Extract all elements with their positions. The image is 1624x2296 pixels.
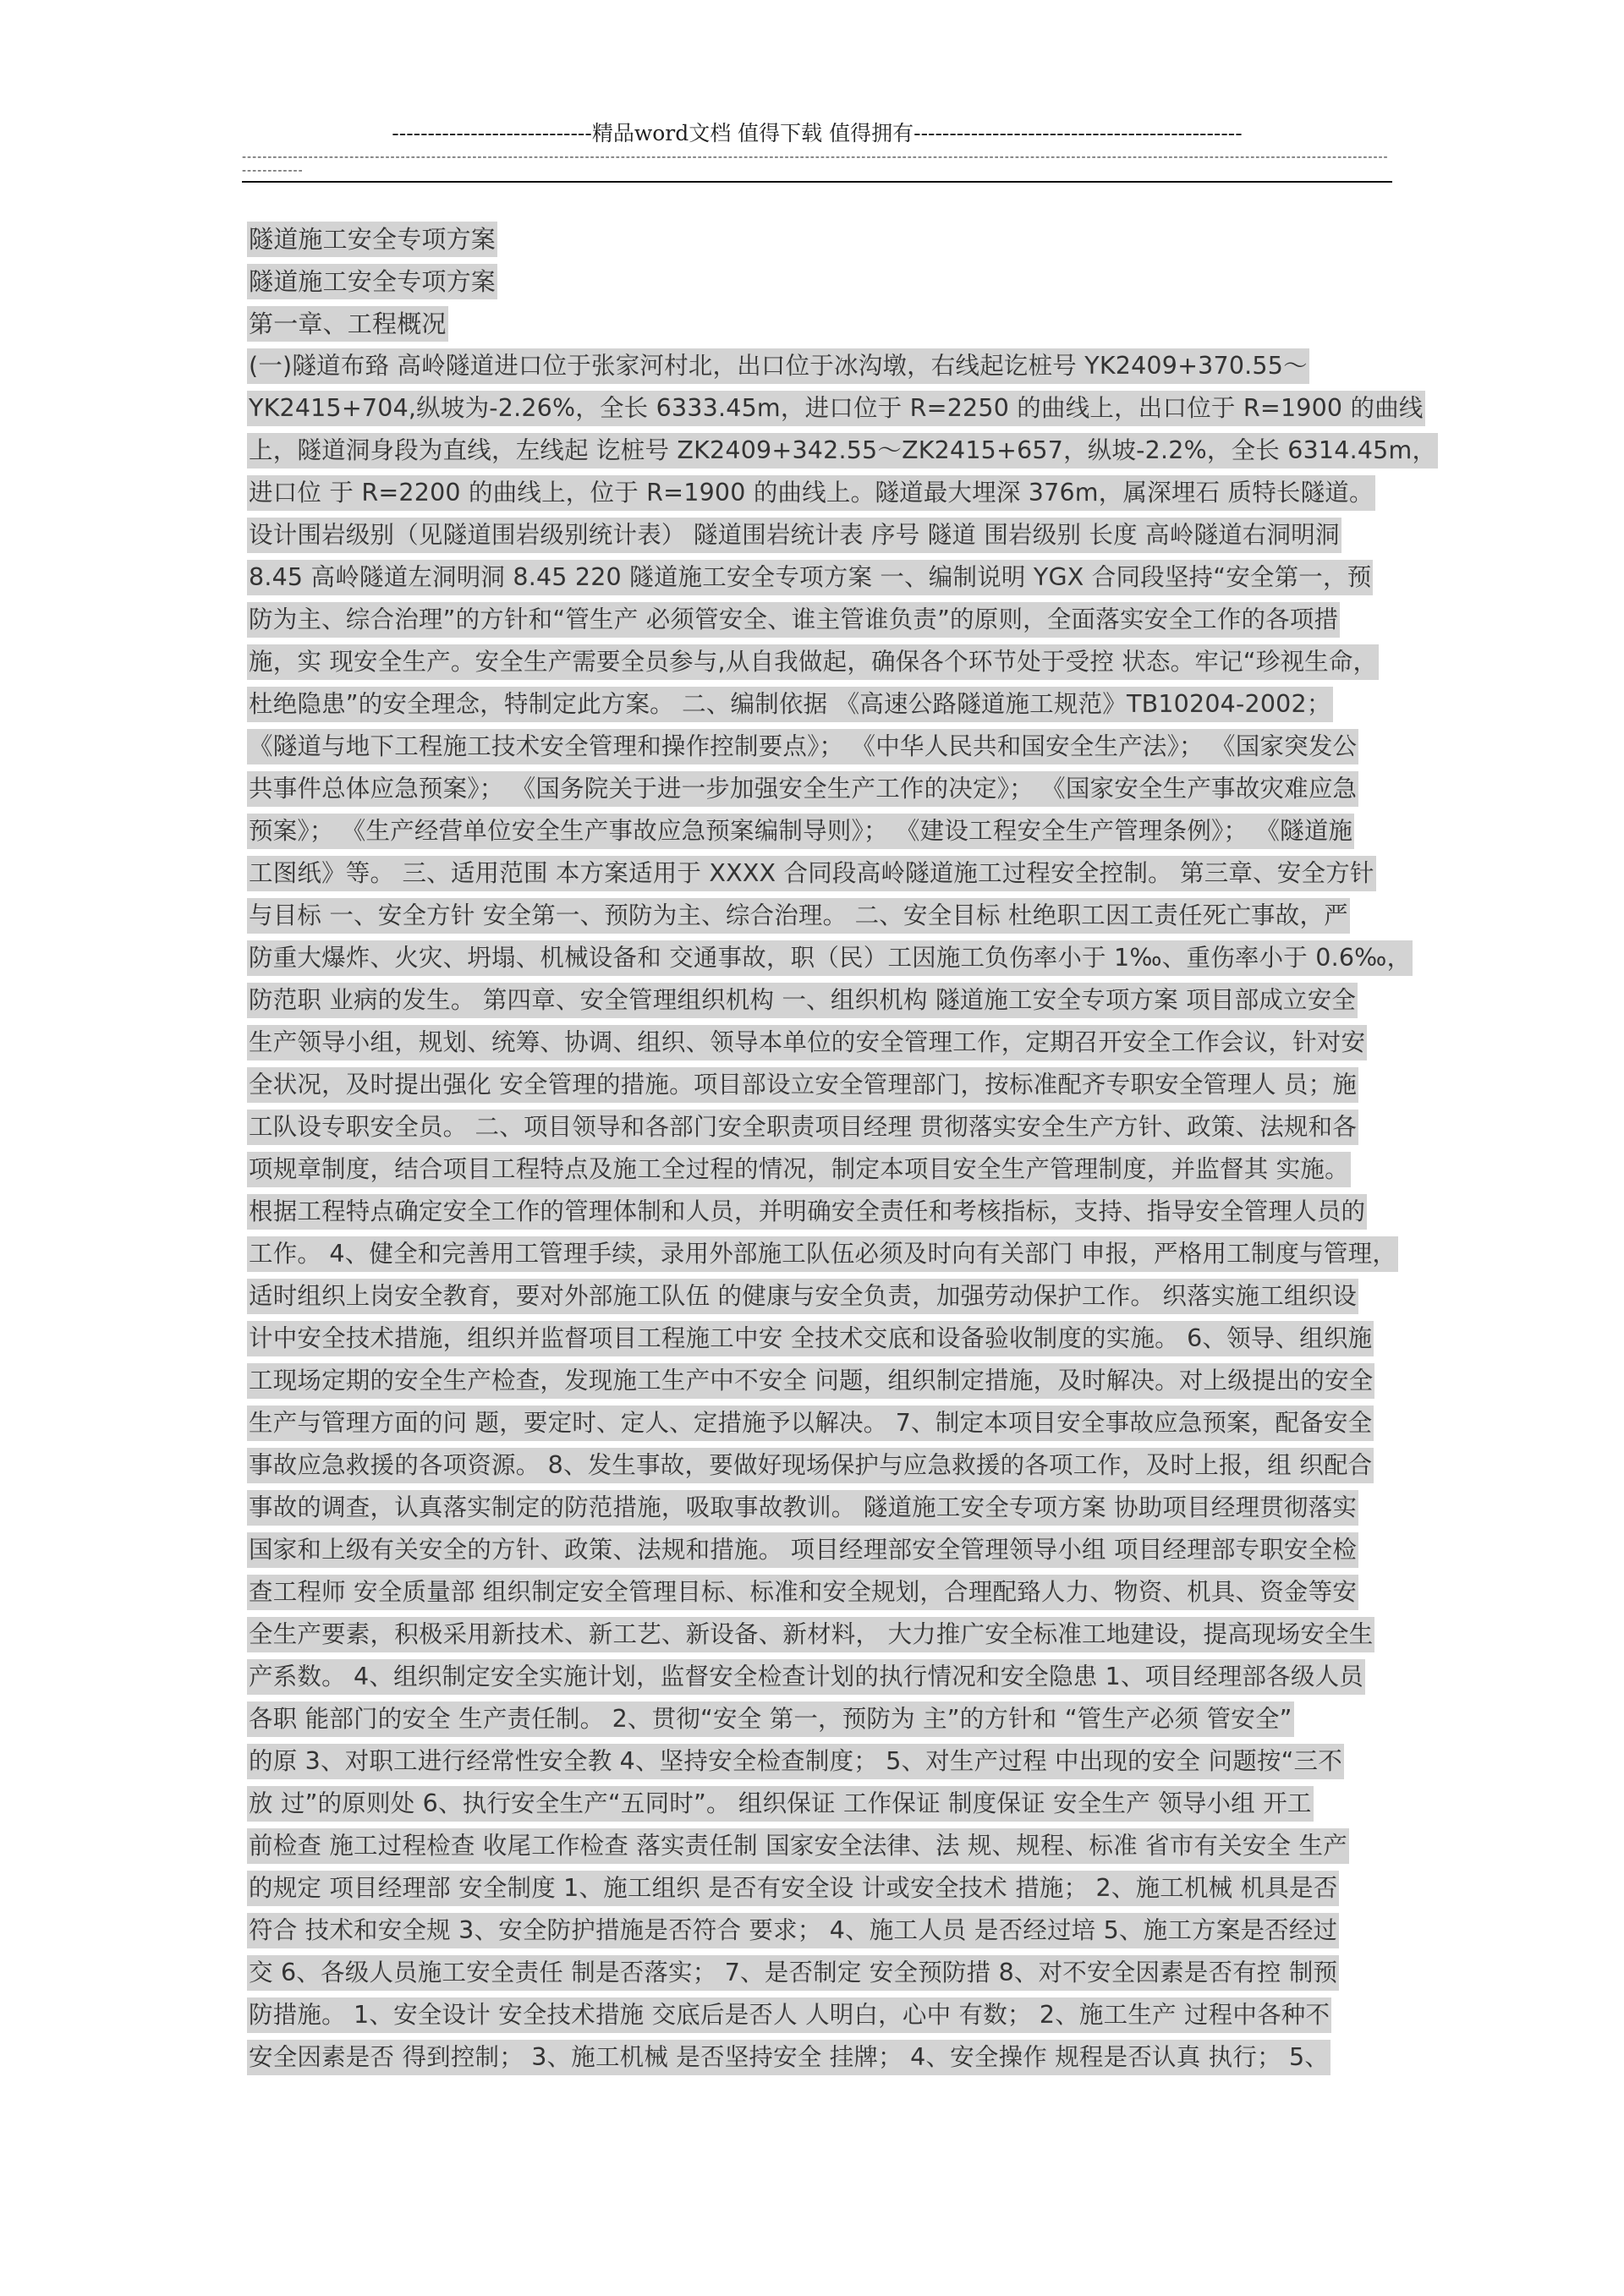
- text-line: [247, 348, 1407, 391]
- subtitle-text: 隧道施工安全专项方案: [247, 264, 497, 299]
- text-line: [247, 1490, 1407, 1532]
- document-title: [247, 222, 1407, 264]
- text-line: [247, 433, 1437, 475]
- text-line: [247, 560, 1407, 602]
- text-line-content: 施，实 现安全生产。安全生产需要全员参与,从自我做起，确保各个环节处于受控 状态。牢记“珍视生命，: [247, 644, 1379, 680]
- text-line-content: 各职 能部门的安全 生产责任制。 2、贯彻“安全 第一，预防为 主”的方针和 “管生产必须 管安全”: [247, 1701, 1294, 1737]
- header-rule: [242, 181, 1392, 183]
- page-header: [242, 117, 1392, 184]
- text-line-content: 全生产要素，积极采用新技术、新工艺、新设备、新材料， 大力推广安全标准工地建设，提高现场安全生: [247, 1617, 1374, 1652]
- text-line: [247, 1828, 1407, 1871]
- text-line-content: 《隧道与地下工程施工技术安全管理和操作控制要点》； 《中华人民共和国安全生产法》； 《国家突发公: [247, 729, 1358, 764]
- document-subtitle: [247, 264, 1407, 306]
- text-line-content: 适时组织上岗安全教育，要对外部施工队伍 的健康与安全负责，加强劳动保护工作。 织落实施工组织设: [247, 1279, 1358, 1314]
- text-line: [247, 1744, 1407, 1786]
- text-line-content: 防措施。 1、安全设计 安全技术措施 交底后是否人 人明白，心中 有数； 2、施工生产 过程中各种不: [247, 1997, 1331, 2033]
- document-body: [247, 222, 1437, 2082]
- text-line: [247, 1363, 1407, 1406]
- text-line-content: 预案》； 《生产经营单位安全生产事故应急预案编制导则》； 《建设工程安全生产管理条例》； 《隧道施: [247, 814, 1354, 849]
- text-line: [247, 729, 1407, 771]
- text-line: [247, 644, 1407, 687]
- text-line: [247, 1406, 1407, 1448]
- text-line-content: 工队设专职安全员。 二、项目领导和各部门安全职责项目经理 贯彻落实安全生产方针、政策、法规和各: [247, 1110, 1358, 1145]
- text-line-content: 防为主、综合治理”的方针和“管生产 必须管安全、谁主管谁负责”的原则，全面落实安全工作的各项措: [247, 602, 1340, 638]
- text-line-content: 项规章制度，结合项目工程特点及施工全过程的情况，制定本项目安全生产管理制度，并监督其 实施。: [247, 1152, 1351, 1187]
- text-line: [247, 856, 1407, 898]
- text-line: [247, 1194, 1407, 1236]
- text-line: [247, 1659, 1407, 1701]
- text-line-content: 交 6、各级人员施工安全责任 制是否落实； 7、是否制定 安全预防措 8、对不安全因素是否有控 制预: [247, 1955, 1339, 1991]
- text-line: [247, 1532, 1407, 1575]
- text-line: [247, 1152, 1407, 1194]
- text-line: [247, 1617, 1407, 1659]
- text-line: [247, 1448, 1407, 1490]
- text-line-content: 共事件总体应急预案》； 《国务院关于进一步加强安全生产工作的决定》； 《国家安全生产事故灾难应急: [247, 771, 1358, 807]
- text-line-content: 生产与管理方面的问 题，要定时、定人、定措施予以解决。 7、制定本项目安全事故应急预案，配备安全: [247, 1406, 1374, 1441]
- text-line-content: 事故的调查，认真落实制定的防范措施，吸取事故教训。 隧道施工安全专项方案 协助项目经理贯彻落实: [247, 1490, 1358, 1526]
- text-line: [247, 1997, 1407, 2040]
- title-text: 隧道施工安全专项方案: [247, 222, 497, 257]
- chapter-heading-text: 第一章、工程概况: [247, 306, 448, 342]
- header-dashes: --------------------------------------------------------------------------------------------------------------------------------------------------------------------------------------------------------------------------------------------: [242, 151, 1389, 178]
- text-line-content: 放 过”的原则处 6、执行安全生产“五同时”。 组织保证 工作保证 制度保证 安全生产 领导小组 开工: [247, 1786, 1314, 1822]
- text-line: [247, 518, 1407, 560]
- text-line-content: 的原 3、对职工进行经常性安全教 4、坚持安全检查制度； 5、对生产过程 中出现的安全 问题按“三不: [247, 1744, 1344, 1779]
- text-line-content: 符合 技术和安全规 3、安全防护措施是否符合 要求； 4、施工人员 是否经过培 5、施工方案是否经过: [247, 1913, 1339, 1948]
- text-line-content: 与目标 一、安全方针 安全第一、预防为主、综合治理。 二、安全目标 杜绝职工因工责任死亡事故，严: [247, 898, 1350, 934]
- text-line-content: 进口位 于 R=2200 的曲线上，位于 R=1900 的曲线上。隧道最大埋深 376m，属深埋石 质特长隧道。: [247, 475, 1375, 511]
- text-line: [247, 898, 1407, 940]
- text-line-content: 根据工程特点确定安全工作的管理体制和人员，并明确安全责任和考核指标，支持、指导安全管理人员的: [247, 1194, 1367, 1230]
- text-line: [247, 771, 1407, 814]
- text-line-content: 查工程师 安全质量部 组织制定安全管理目标、标准和安全规划，合理配臵人力、物资、机具、资金等安: [247, 1575, 1358, 1610]
- text-line: [247, 1786, 1407, 1828]
- text-line-content: 安全因素是否 得到控制； 3、施工机械 是否坚持安全 挂牌； 4、安全操作 规程是否认真 执行； 5、: [247, 2040, 1330, 2075]
- text-line-content: 工现场定期的安全生产检查，发现施工生产中不安全 问题，组织制定措施，及时解决。对上级提出的安全: [247, 1363, 1374, 1399]
- text-line: [247, 814, 1407, 856]
- text-line-content: 工作。 4、健全和完善用工管理手续，录用外部施工队伍必须及时向有关部门 申报，严格用工制度与管理，: [247, 1236, 1398, 1272]
- text-line: [247, 1701, 1407, 1744]
- text-line: [247, 983, 1407, 1025]
- text-line-content: 计中安全技术措施，组织并监督项目工程施工中安 全技术交底和设备验收制度的实施。 6、领导、组织施: [247, 1321, 1374, 1356]
- text-line-content: 上，隧道洞身段为直线，左线起 讫桩号 ZK2409+342.55～ZK2415+657，纵坡-2.2%，全长 6314.45m，: [247, 433, 1438, 469]
- text-line: [247, 1575, 1407, 1617]
- text-line-content: (一)隧道布臵 高岭隧道进口位于张家河村北，出口位于冰沟墩，右线起讫桩号 YK2409+370.55～: [247, 348, 1309, 384]
- text-line-content: YK2415+704,纵坡为-2.26%，全长 6333.45m，进口位于 R=2250 的曲线上，出口位于 R=1900 的曲线: [247, 391, 1425, 426]
- text-line-content: 的规定 项目经理部 安全制度 1、施工组织 是否有安全设 计或安全技术 措施； 2、施工机械 机具是否: [247, 1871, 1339, 1906]
- text-line-content: 全状况，及时提出强化 安全管理的措施。项目部设立安全管理部门，按标准配齐专职安全管理人 员；施: [247, 1067, 1358, 1103]
- text-line: [247, 1955, 1407, 1997]
- text-line-content: 事故应急救援的各项资源。 8、发生事故，要做好现场保护与应急救援的各项工作，及时上报，组 织配合: [247, 1448, 1374, 1483]
- text-line: [247, 1025, 1407, 1067]
- text-line: [247, 687, 1407, 729]
- text-line-content: 杜绝隐患”的安全理念，特制定此方案。 二、编制依据 《高速公路隧道施工规范》TB10204-2002；: [247, 687, 1333, 722]
- text-line: [247, 1236, 1407, 1279]
- text-line: [247, 1279, 1407, 1321]
- text-line-content: 设计围岩级别（见隧道围岩级别统计表） 隧道围岩统计表 序号 隧道 围岩级别 长度 高岭隧道右洞明洞: [247, 518, 1341, 553]
- text-line: [247, 1321, 1407, 1363]
- text-line: [247, 1913, 1407, 1955]
- header-banner: ----------------------------精品word文档 值得下载 值得拥有----------------------------------------------: [392, 121, 1243, 145]
- chapter-heading: [247, 306, 1407, 348]
- text-line-content: 工图纸》等。 三、适用范围 本方案适用于 XXXX 合同段高岭隧道施工过程安全控制。 第三章、安全方针: [247, 856, 1376, 891]
- text-line: [247, 475, 1407, 518]
- text-line: [247, 940, 1412, 983]
- text-line: [247, 1871, 1407, 1913]
- text-line-content: 8.45 高岭隧道左洞明洞 8.45 220 隧道施工安全专项方案 一、编制说明 YGX 合同段坚持“安全第一，预: [247, 560, 1373, 595]
- paragraph: [247, 348, 1437, 2082]
- text-line-content: 防范职 业病的发生。 第四章、安全管理组织机构 一、组织机构 隧道施工安全专项方案 项目部成立安全: [247, 983, 1358, 1018]
- text-line: [247, 2040, 1407, 2082]
- text-line-content: 防重大爆炸、火灾、坍塌、机械设备和 交通事故，职（民）工因施工负伤率小于 1‰、重伤率小于 0.6‰，: [247, 940, 1413, 976]
- text-line-content: 国家和上级有关安全的方针、政策、法规和措施。 项目经理部安全管理领导小组 项目经理部专职安全检: [247, 1532, 1358, 1568]
- text-line: [247, 602, 1407, 644]
- text-line-content: 产系数。 4、组织制定安全实施计划，监督安全检查计划的执行情况和安全隐患 1、项目经理部各级人员: [247, 1659, 1365, 1695]
- text-line: [247, 1110, 1407, 1152]
- text-line: [247, 1067, 1407, 1110]
- text-line-content: 生产领导小组，规划、统筹、协调、组织、领导本单位的安全管理工作，定期召开安全工作会议，针对安: [247, 1025, 1367, 1060]
- text-line-content: 前检查 施工过程检查 收尾工作检查 落实责任制 国家安全法律、法 规、规程、标准 省市有关安全 生产: [247, 1828, 1349, 1864]
- text-line: [247, 391, 1424, 433]
